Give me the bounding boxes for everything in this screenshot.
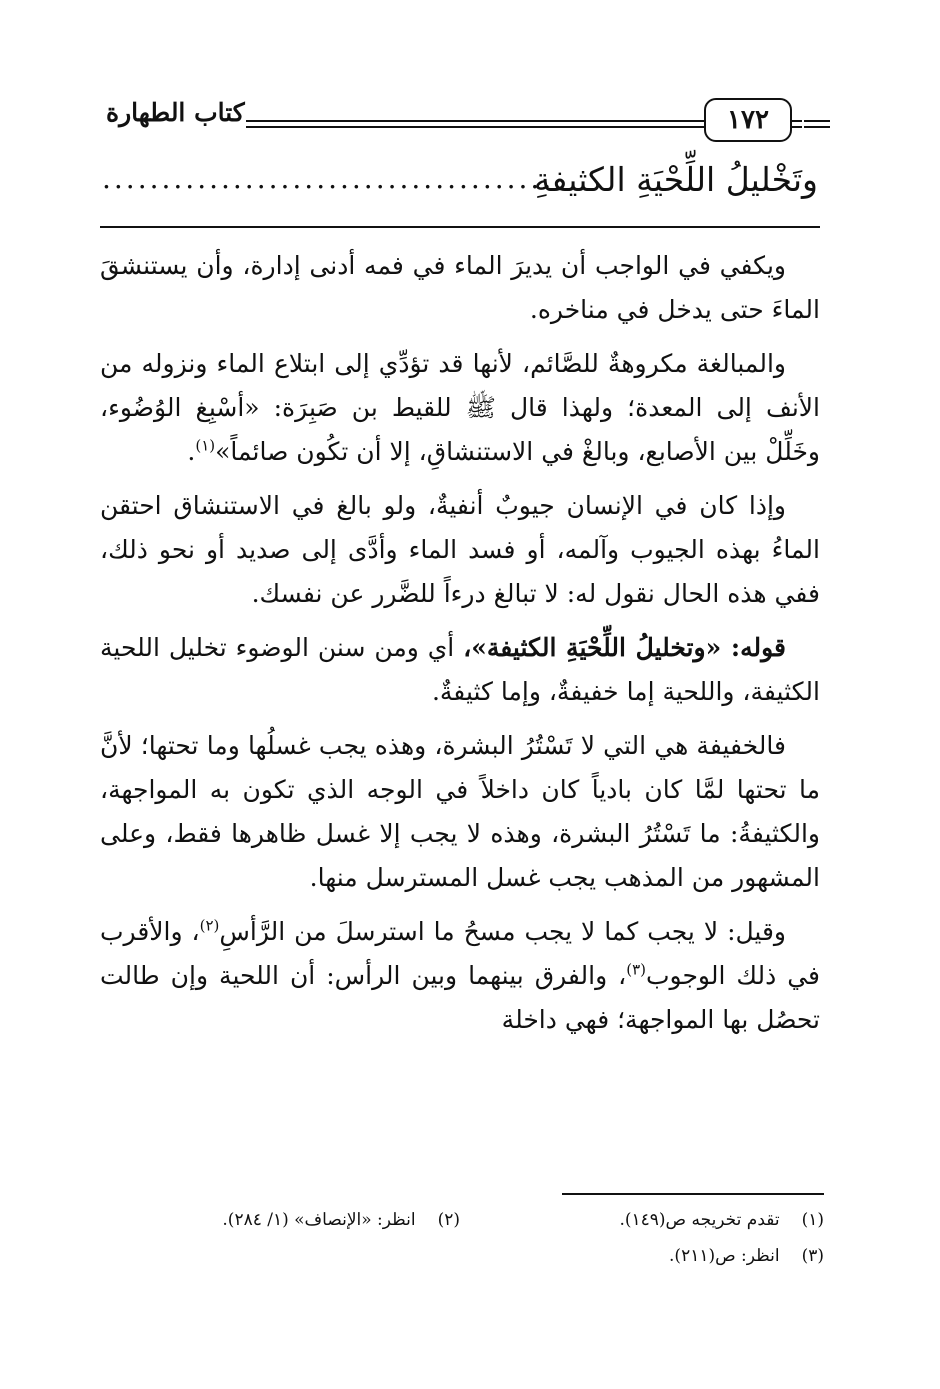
paragraph: وإذا كان في الإنسان جيوبٌ أنفيةٌ، ولو بالغ في الاستنشاق احتقن الماءُ بهذه الجيوب وآلمه، أو فسد الماء وأدَّى إلى صديد أو نحو ذلك، ففي هذه الحال نقول له: لا تبالغ درءاً للضَّرر عن نفسك. xyxy=(100,491,820,608)
paragraph: فالخفيفة هي التي لا تَسْتُرُ البشرة، وهذه يجب غسلُها وما تحتها؛ لأنَّ ما تحتها لمَّا كان بادياً كان داخلاً في الوجه الذي تكون به المواجهة، والكثيفةُ: ما تَسْتُرُ البشرة، وهذه لا يجب إلا غسل ظاهرها فقط، وعلى المشهور من المذهب يجب غسل المسترسل منها. xyxy=(100,731,820,892)
commentary-label: قوله: «وتخليلُ اللِّحْيَةِ الكثيفة»، xyxy=(463,633,786,662)
book-title: كتاب الطهارة xyxy=(106,98,245,127)
footnote: (١)تقدم تخريجه ص(١٤٩). xyxy=(619,1210,824,1230)
footnote: (٢)انظر: «الإنصاف» (١/ ٢٨٤). xyxy=(222,1210,460,1230)
page-number: ١٧٢ xyxy=(704,98,792,142)
footnote-ref: (١) xyxy=(195,436,216,455)
paragraph: قوله: «وتخليلُ اللِّحْيَةِ الكثيفة»، أي ومن سنن الوضوء تخليل اللحية الكثيفة، واللحية إما خفيفةٌ، وإما كثيفةٌ. xyxy=(100,633,820,706)
paragraph: والمبالغة مكروهةٌ للصَّائم، لأنها قد تؤدِّي إلى ابتلاع الماء ونزوله من الأنف إلى المعدة؛ ولهذا قال ﷺ للقيط بن صَبِرَة: «أسْبِغ الوُضُوء، وخَلِّلْ بين الأصابع، وبالغْ في الاستنشاقِ، إلا أن تكُون صائماً»$^{(١)}$. xyxy=(100,349,820,466)
header-rule-end xyxy=(804,120,830,128)
footnote-rule xyxy=(562,1193,824,1195)
paragraph: ويكفي في الواجب أن يديرَ الماء في فمه أدنى إدارة، وأن يستنشقَ الماءَ حتى يدخل في مناخره. xyxy=(100,251,820,324)
section-heading xyxy=(100,160,820,210)
section-dots: ...................................... xyxy=(102,162,555,195)
footnote: (٣)انظر: ص(٢١١). xyxy=(669,1246,824,1266)
section-rule xyxy=(100,226,820,228)
footnote-ref: (٢) xyxy=(199,916,220,935)
paragraph: وقيل: لا يجب كما لا يجب مسحُ ما استرسلَ من الرَّأسِ$^{(٢)}$، والأقرب في ذلك الوجوب$^{(٣)}$، والفرق بينهما وبين الرأس: أن اللحية وإن طالت تحصُل بها المواجهة؛ فهي داخلة xyxy=(100,916,820,1034)
page-header xyxy=(98,96,824,144)
main-text xyxy=(100,244,820,1052)
section-title: وتَخْليلُ اللِّحْيَةِ الكثيفةِ xyxy=(533,160,818,199)
footnote-ref: (٣) xyxy=(626,960,647,979)
